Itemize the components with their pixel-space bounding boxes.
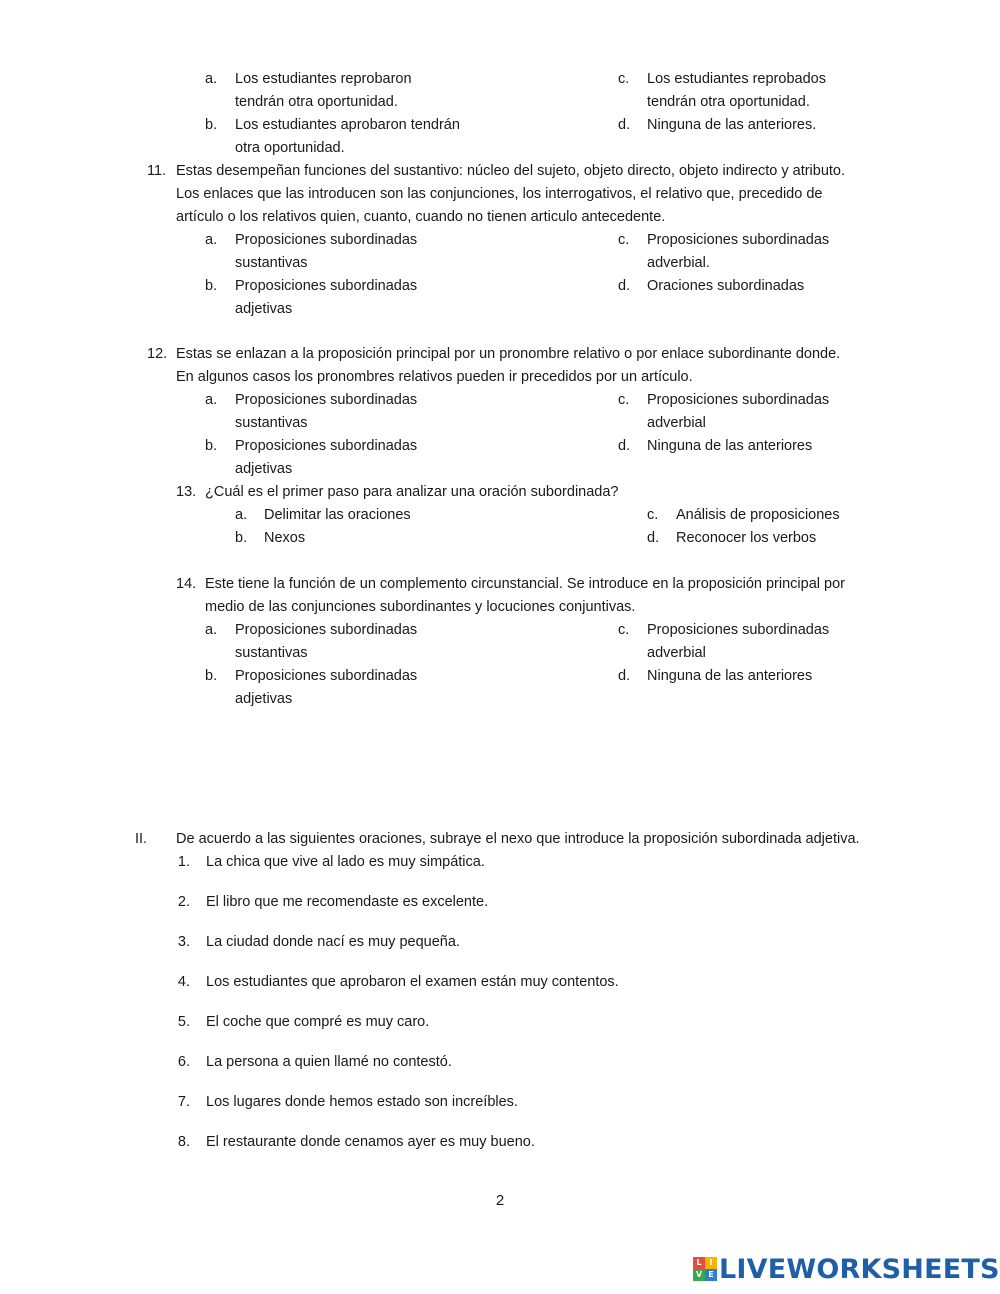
section2-instruction: De acuerdo a las siguientes oraciones, subraye el nexo que introduce la proposición subordinada adjetiva. — [176, 831, 860, 847]
q13-option-d-letter: d. — [647, 530, 660, 546]
q13-option-a-line1: Delimitar las oraciones — [264, 507, 411, 523]
q12-option-b-line2: adjetivas — [235, 461, 293, 477]
q12-option-d-line1: Ninguna de las anteriores — [647, 438, 813, 454]
q13-text-line1: ¿Cuál es el primer paso para analizar una oración subordinada? — [205, 484, 619, 500]
list-item-sentence[interactable]: La ciudad donde nací es muy pequeña. — [206, 934, 460, 950]
list-item-sentence[interactable]: La chica que vive al lado es muy simpática. — [206, 854, 485, 870]
q14-option-c-line1: Proposiciones subordinadas — [647, 622, 830, 638]
q13-option-b-letter: b. — [235, 530, 248, 546]
q13-option-b-line1: Nexos — [264, 530, 306, 546]
q10-option-a-letter: a. — [205, 71, 218, 87]
q14-number: 14. — [176, 576, 197, 592]
q11-option-a-letter: a. — [205, 232, 218, 248]
q14-option-c-line2: adverbial — [647, 645, 706, 661]
list-item-number: 7. — [177, 1094, 190, 1110]
q14-option-a-line2: sustantivas — [235, 645, 308, 661]
q12-option-a-letter: a. — [205, 392, 218, 408]
q12-text-line2: En algunos casos los pronombres relativos pueden ir precedidos por un artículo. — [176, 369, 693, 385]
q12-option-c-line2: adverbial — [647, 415, 706, 431]
list-item-number: 1. — [177, 854, 190, 870]
q13-option-d-line1: Reconocer los verbos — [676, 530, 817, 546]
q12-option-c-letter: c. — [618, 392, 630, 408]
q10-option-b-line2: otra oportunidad. — [235, 140, 345, 156]
q13-option-a-letter: a. — [235, 507, 248, 523]
q14-option-b-line2: adjetivas — [235, 691, 293, 707]
q11-option-c-letter: c. — [618, 232, 630, 248]
q12-text-line1: Estas se enlazan a la proposición principal por un pronombre relativo o por enlace subordinante donde. — [176, 346, 841, 362]
q13-number: 13. — [176, 484, 197, 500]
list-item-number: 4. — [177, 974, 190, 990]
q10-option-c-line1: Los estudiantes reprobados — [647, 71, 826, 87]
q11-option-c-line2: adverbial. — [647, 255, 710, 271]
q10-option-c-line2: tendrán otra oportunidad. — [647, 94, 810, 110]
q11-option-b-letter: b. — [205, 278, 218, 294]
list-item-number: 6. — [177, 1054, 190, 1070]
q10-option-c-letter: c. — [618, 71, 630, 87]
q14-option-c-letter: c. — [618, 622, 630, 638]
q11-option-a-line1: Proposiciones subordinadas — [235, 232, 418, 248]
q10-option-b-line1: Los estudiantes aprobaron tendrán — [235, 117, 460, 133]
q14-text-line1: Este tiene la función de un complemento circunstancial. Se introduce en la proposición principal por — [205, 576, 845, 592]
q14-option-d-line1: Ninguna de las anteriores — [647, 668, 813, 684]
q12-option-a-line2: sustantivas — [235, 415, 308, 431]
q14-option-a-letter: a. — [205, 622, 218, 638]
q10-option-b-letter: b. — [205, 117, 218, 133]
q11-text-line3: artículo o los relativos quien, cuanto, cuando no tienen articulo antecedente. — [176, 209, 666, 225]
logo-badge-icon: L I V E — [693, 1257, 717, 1281]
q14-text-line2: medio de las conjunciones subordinantes y locuciones conjuntivas. — [205, 599, 636, 615]
list-item-number: 3. — [177, 934, 190, 950]
q10-option-d-line1: Ninguna de las anteriores. — [647, 117, 817, 133]
list-item-sentence[interactable]: Los estudiantes que aprobaron el examen están muy contentos. — [206, 974, 619, 990]
q10-option-a-line2: tendrán otra oportunidad. — [235, 94, 398, 110]
q11-option-a-line2: sustantivas — [235, 255, 308, 271]
list-item-sentence[interactable]: Los lugares donde hemos estado son increíbles. — [206, 1094, 518, 1110]
list-item-sentence[interactable]: El libro que me recomendaste es excelente. — [206, 894, 489, 910]
q14-option-b-letter: b. — [205, 668, 218, 684]
q11-option-b-line2: adjetivas — [235, 301, 293, 317]
list-item-number: 2. — [177, 894, 190, 910]
q14-option-a-line1: Proposiciones subordinadas — [235, 622, 418, 638]
list-item-sentence[interactable]: La persona a quien llamé no contestó. — [206, 1054, 452, 1070]
q11-option-d-line1: Oraciones subordinadas — [647, 278, 805, 294]
section2-numeral: II. — [135, 831, 148, 847]
q11-option-c-line1: Proposiciones subordinadas — [647, 232, 830, 248]
logo-text: LIVEWORKSHEETS — [719, 1253, 1000, 1285]
q12-number: 12. — [147, 346, 168, 362]
q13-option-c-line1: Análisis de proposiciones — [676, 507, 840, 523]
q13-option-c-letter: c. — [647, 507, 659, 523]
list-item-number: 8. — [177, 1134, 190, 1150]
q11-text-line2: Los enlaces que las introducen son las conjunciones, los interrogativos, el relativo que, precedido de — [176, 186, 823, 202]
q14-option-d-letter: d. — [618, 668, 631, 684]
list-item-number: 5. — [177, 1014, 190, 1030]
page-number: 2 — [495, 1192, 505, 1209]
q14-option-b-line1: Proposiciones subordinadas — [235, 668, 418, 684]
q12-option-b-line1: Proposiciones subordinadas — [235, 438, 418, 454]
q11-number: 11. — [147, 163, 167, 179]
q11-option-b-line1: Proposiciones subordinadas — [235, 278, 418, 294]
list-item-sentence[interactable]: El restaurante donde cenamos ayer es muy bueno. — [206, 1134, 535, 1150]
q10-option-d-letter: d. — [618, 117, 631, 133]
q11-text-line1: Estas desempeñan funciones del sustantivo: núcleo del sujeto, objeto directo, objeto indirecto y atributo. — [176, 163, 846, 179]
q12-option-b-letter: b. — [205, 438, 218, 454]
q11-option-d-letter: d. — [618, 278, 631, 294]
q12-option-c-line1: Proposiciones subordinadas — [647, 392, 830, 408]
q12-option-d-letter: d. — [618, 438, 631, 454]
q10-option-a-line1: Los estudiantes reprobaron — [235, 71, 412, 87]
q12-option-a-line1: Proposiciones subordinadas — [235, 392, 418, 408]
list-item-sentence[interactable]: El coche que compré es muy caro. — [206, 1014, 430, 1030]
liveworksheets-logo — [693, 1254, 1000, 1284]
